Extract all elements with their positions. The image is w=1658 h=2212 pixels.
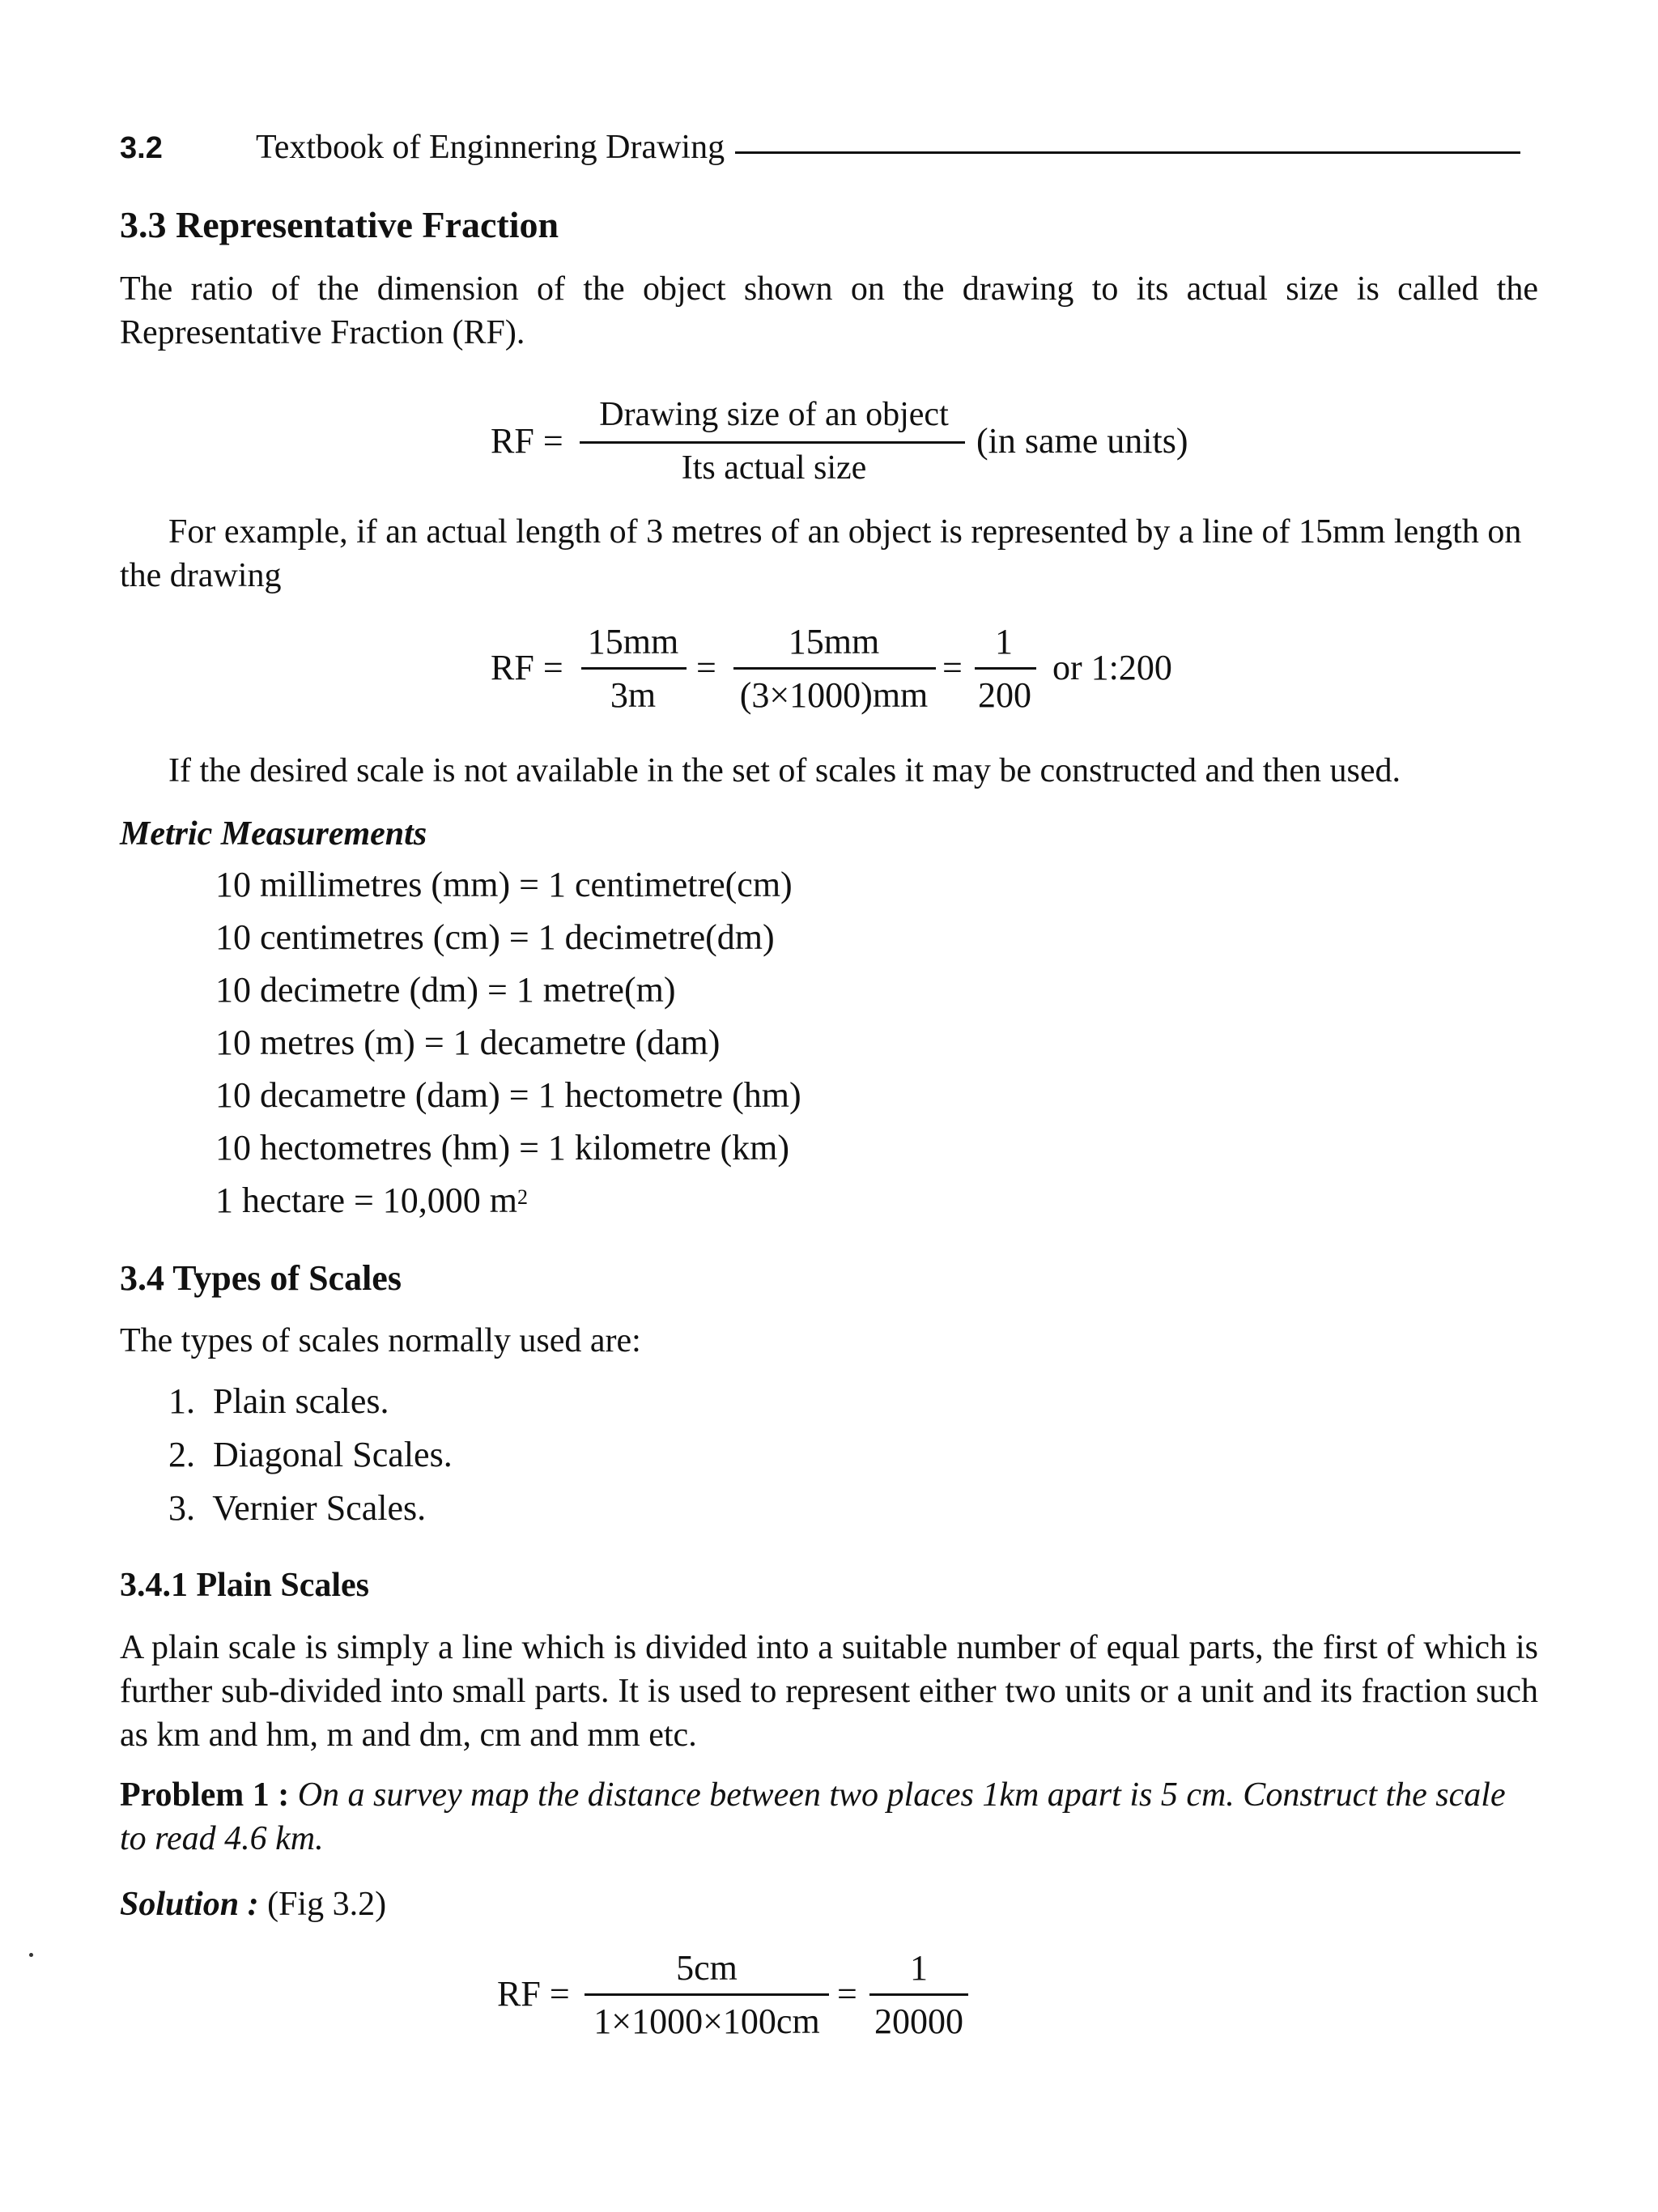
types-list-item [168,1433,453,1477]
example-eq1: = [696,648,716,687]
solution-f1-numerator: 5cm [676,1948,738,1988]
scan-speck [29,1953,33,1957]
section-3-4-1-heading: 3.4.1 Plain Scales [120,1567,370,1604]
solution-f2-bar [869,1993,968,1996]
list-number: 2. [168,1435,195,1474]
list-text: Diagonal Scales. [213,1435,453,1474]
solution-eq: = [837,1974,857,2014]
example-f3-denominator: 200 [978,675,1031,715]
example-f1-denominator: 3m [610,675,657,715]
rf-formula-numerator: Drawing size of an object [599,396,949,433]
book-title: Textbook of Enginnering Drawing [256,129,725,166]
rf-intro-paragraph: The ratio of the dimension of the object shown on the drawing to its actual size is called the Representative Fraction (RF). [120,270,1538,351]
problem-text: On a survey map the distance between two places 1km apart is 5 cm. Construct the scale to read 4.6 km. [120,1776,1506,1857]
solution-ref: (Fig 3.2) [267,1886,387,1923]
metric-item: 10 centimetres (cm) = 1 decimetre(dm) [215,917,775,957]
problem-1 [120,1773,1538,1861]
rf-formula-lhs: RF = [491,421,563,461]
solution-f2-numerator: 1 [910,1948,928,1988]
solution-f1-denominator: 1×1000×100cm [593,2001,820,2041]
example-f2-bar [733,667,936,670]
section-3-4-heading: 3.4 Types of Scales [120,1258,402,1298]
header-rule [735,151,1520,154]
section-3-3-heading: 3.3 Representative Fraction [120,204,559,245]
metric-item: 10 decametre (dam) = 1 hectometre (hm) [215,1075,801,1115]
list-number: 3. [168,1488,195,1528]
example-f3-bar [975,667,1036,670]
metric-item-hectare [215,1179,528,1223]
solution-line [120,1883,386,1925]
list-text: Vernier Scales. [212,1488,427,1528]
hectare-text: 1 hectare = 10,000 m [215,1180,518,1220]
example-f1-numerator: 15mm [587,622,679,661]
metric-item: 10 decimetre (dm) = 1 metre(m) [215,970,676,1010]
hectare-superscript: 2 [517,1185,529,1209]
rf-formula-fraction-bar [580,441,965,444]
example-eq2: = [942,648,963,687]
desired-scale-text: If the desired scale is not available in the set of scales it may be constructed and then used. [168,752,1401,789]
page-number: 3.2 [120,131,163,165]
solution-formula-lhs: RF = [497,1974,570,2014]
types-list-item [168,1380,389,1423]
types-intro: The types of scales normally used are: [120,1322,641,1359]
solution-label: Solution : [120,1886,259,1923]
solution-f2-denominator: 20000 [874,2001,963,2041]
example-f3-numerator: 1 [995,622,1013,661]
rf-formula-denominator: Its actual size [681,449,867,487]
metric-heading: Metric Measurements [120,815,427,853]
problem-label: Problem 1 : [120,1776,290,1814]
example-ratio: or 1:200 [1052,648,1172,687]
example-f1-bar [581,667,687,670]
example-paragraph: For example, if an actual length of 3 metres of an object is represented by a line of 15mm length on the drawing [120,513,1522,594]
rf-formula-note: (in same units) [976,421,1188,461]
list-text: Plain scales. [213,1381,389,1421]
metric-item: 10 millimetres (mm) = 1 centimetre(cm) [215,865,793,904]
list-number: 1. [168,1381,195,1421]
solution-f1-bar [585,1993,829,1996]
metric-item: 10 metres (m) = 1 decametre (dam) [215,1023,721,1062]
metric-item: 10 hectometres (hm) = 1 kilometre (km) [215,1128,790,1168]
types-list-item [168,1487,426,1530]
example-f2-denominator: (3×1000)mm [739,675,929,715]
example-f2-numerator: 15mm [788,622,880,661]
example-formula-lhs: RF = [491,648,563,687]
plain-scale-paragraph: A plain scale is simply a line which is divided into a suitable number of equal parts, the first of which is further sub-divided into small parts. It is used to represent either two units or a unit and its fraction such as km and hm, m and dm, cm and mm etc. [120,1629,1538,1754]
